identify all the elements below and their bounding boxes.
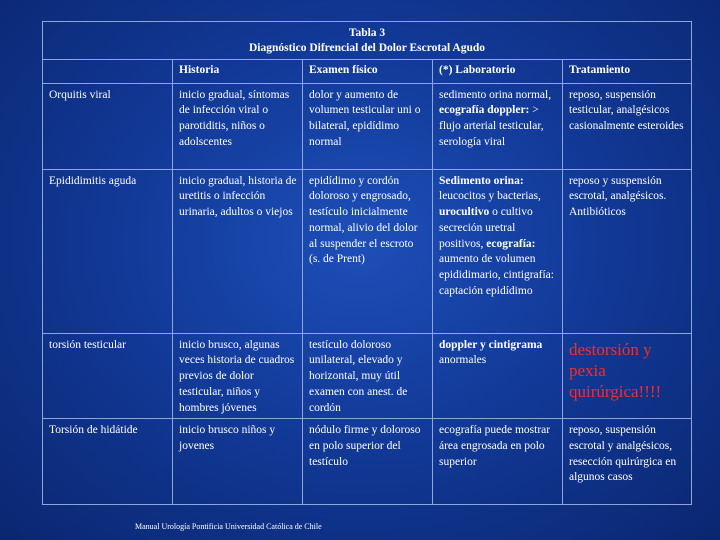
lab-text: sedimento orina normal, <box>439 88 552 101</box>
cell-tratamiento: reposo, suspensión escrotal y analgésicos, resección quirúrgica en algunos casos <box>563 419 692 505</box>
lab-bold: ecografía doppler: <box>439 104 530 117</box>
cell-laboratorio <box>433 169 563 333</box>
table-title-row <box>43 22 692 60</box>
header-tratamiento: Tratamiento <box>563 60 692 84</box>
header-cell-empty <box>43 60 173 84</box>
footer-source: Manual Urología Pontificia Universidad Católica de Chile <box>135 522 322 531</box>
diagnosis-table <box>42 21 692 505</box>
cell-historia: inicio brusco niños y jovenes <box>173 419 303 505</box>
lab-text: anormales <box>439 354 487 367</box>
cell-laboratorio <box>433 83 563 169</box>
table-row <box>43 333 692 419</box>
lab-bold: ecografía: <box>486 237 536 250</box>
table-row <box>43 169 692 333</box>
row-name: torsión testicular <box>43 333 173 419</box>
table-row <box>43 419 692 505</box>
lab-bold: urocultivo <box>439 206 490 219</box>
row-name: Torsión de hidátide <box>43 419 173 505</box>
header-historia: Historia <box>173 60 303 84</box>
lab-text: aumento de volumen epididimario, cintigrafía: captación epidídimo <box>439 253 554 297</box>
table-header-row <box>43 60 692 84</box>
cell-examen: epidídimo y cordón doloroso y engrosado, testículo inicialmente normal, alivio del dolor al suspender el escroto (s. de Prent) <box>303 169 433 333</box>
lab-bold: doppler y cintigrama <box>439 338 543 351</box>
cell-tratamiento <box>563 333 692 419</box>
table-title <box>43 22 692 60</box>
cell-examen: testículo doloroso unilateral, elevado y horizontal, muy útil examen con anest. de cordón <box>303 333 433 419</box>
treatment-emphasis: destorsión y pexia quirúrgica!!!! <box>569 339 662 401</box>
lab-text: > flujo arterial testicular, serología viral <box>439 104 544 148</box>
cell-laboratorio: ecografía puede mostrar área engrosada en polo superior <box>433 419 563 505</box>
table-title-line2: Diagnóstico Difrencial del Dolor Escrotal Agudo <box>248 42 486 54</box>
cell-tratamiento: reposo y suspensión escrotal, analgésicos. Antibióticos <box>563 169 692 333</box>
lab-text: o cultivo secreción uretral positivos, <box>439 206 533 250</box>
cell-historia: inicio gradual, historia de uretitis o infección urinaria, adultos o viejos <box>173 169 303 333</box>
table-title-line1: Tabla 3 <box>348 27 386 39</box>
row-name: Epididimitis aguda <box>43 169 173 333</box>
cell-examen: nódulo firme y doloroso en polo superior del testículo <box>303 419 433 505</box>
lab-bold: Sedimento orina: <box>439 174 524 187</box>
lab-text: leucocitos y bacterias, <box>439 190 541 203</box>
cell-examen: dolor y aumento de volumen testicular uni o bilateral, epidídimo normal <box>303 83 433 169</box>
cell-historia: inicio brusco, algunas veces historia de cuadros previos de dolor testicular, niños y hombres jóvenes <box>173 333 303 419</box>
cell-historia: inicio gradual, síntomas de infección viral o parotiditis, niños o adolscentes <box>173 83 303 169</box>
header-laboratorio: (*) Laboratorio <box>433 60 563 84</box>
cell-laboratorio <box>433 333 563 419</box>
row-name: Orquitis viral <box>43 83 173 169</box>
header-examen-fisico: Examen físico <box>303 60 433 84</box>
table-row <box>43 83 692 169</box>
cell-tratamiento: reposo, suspensión testicular, analgésicos casionalmente esteroides <box>563 83 692 169</box>
